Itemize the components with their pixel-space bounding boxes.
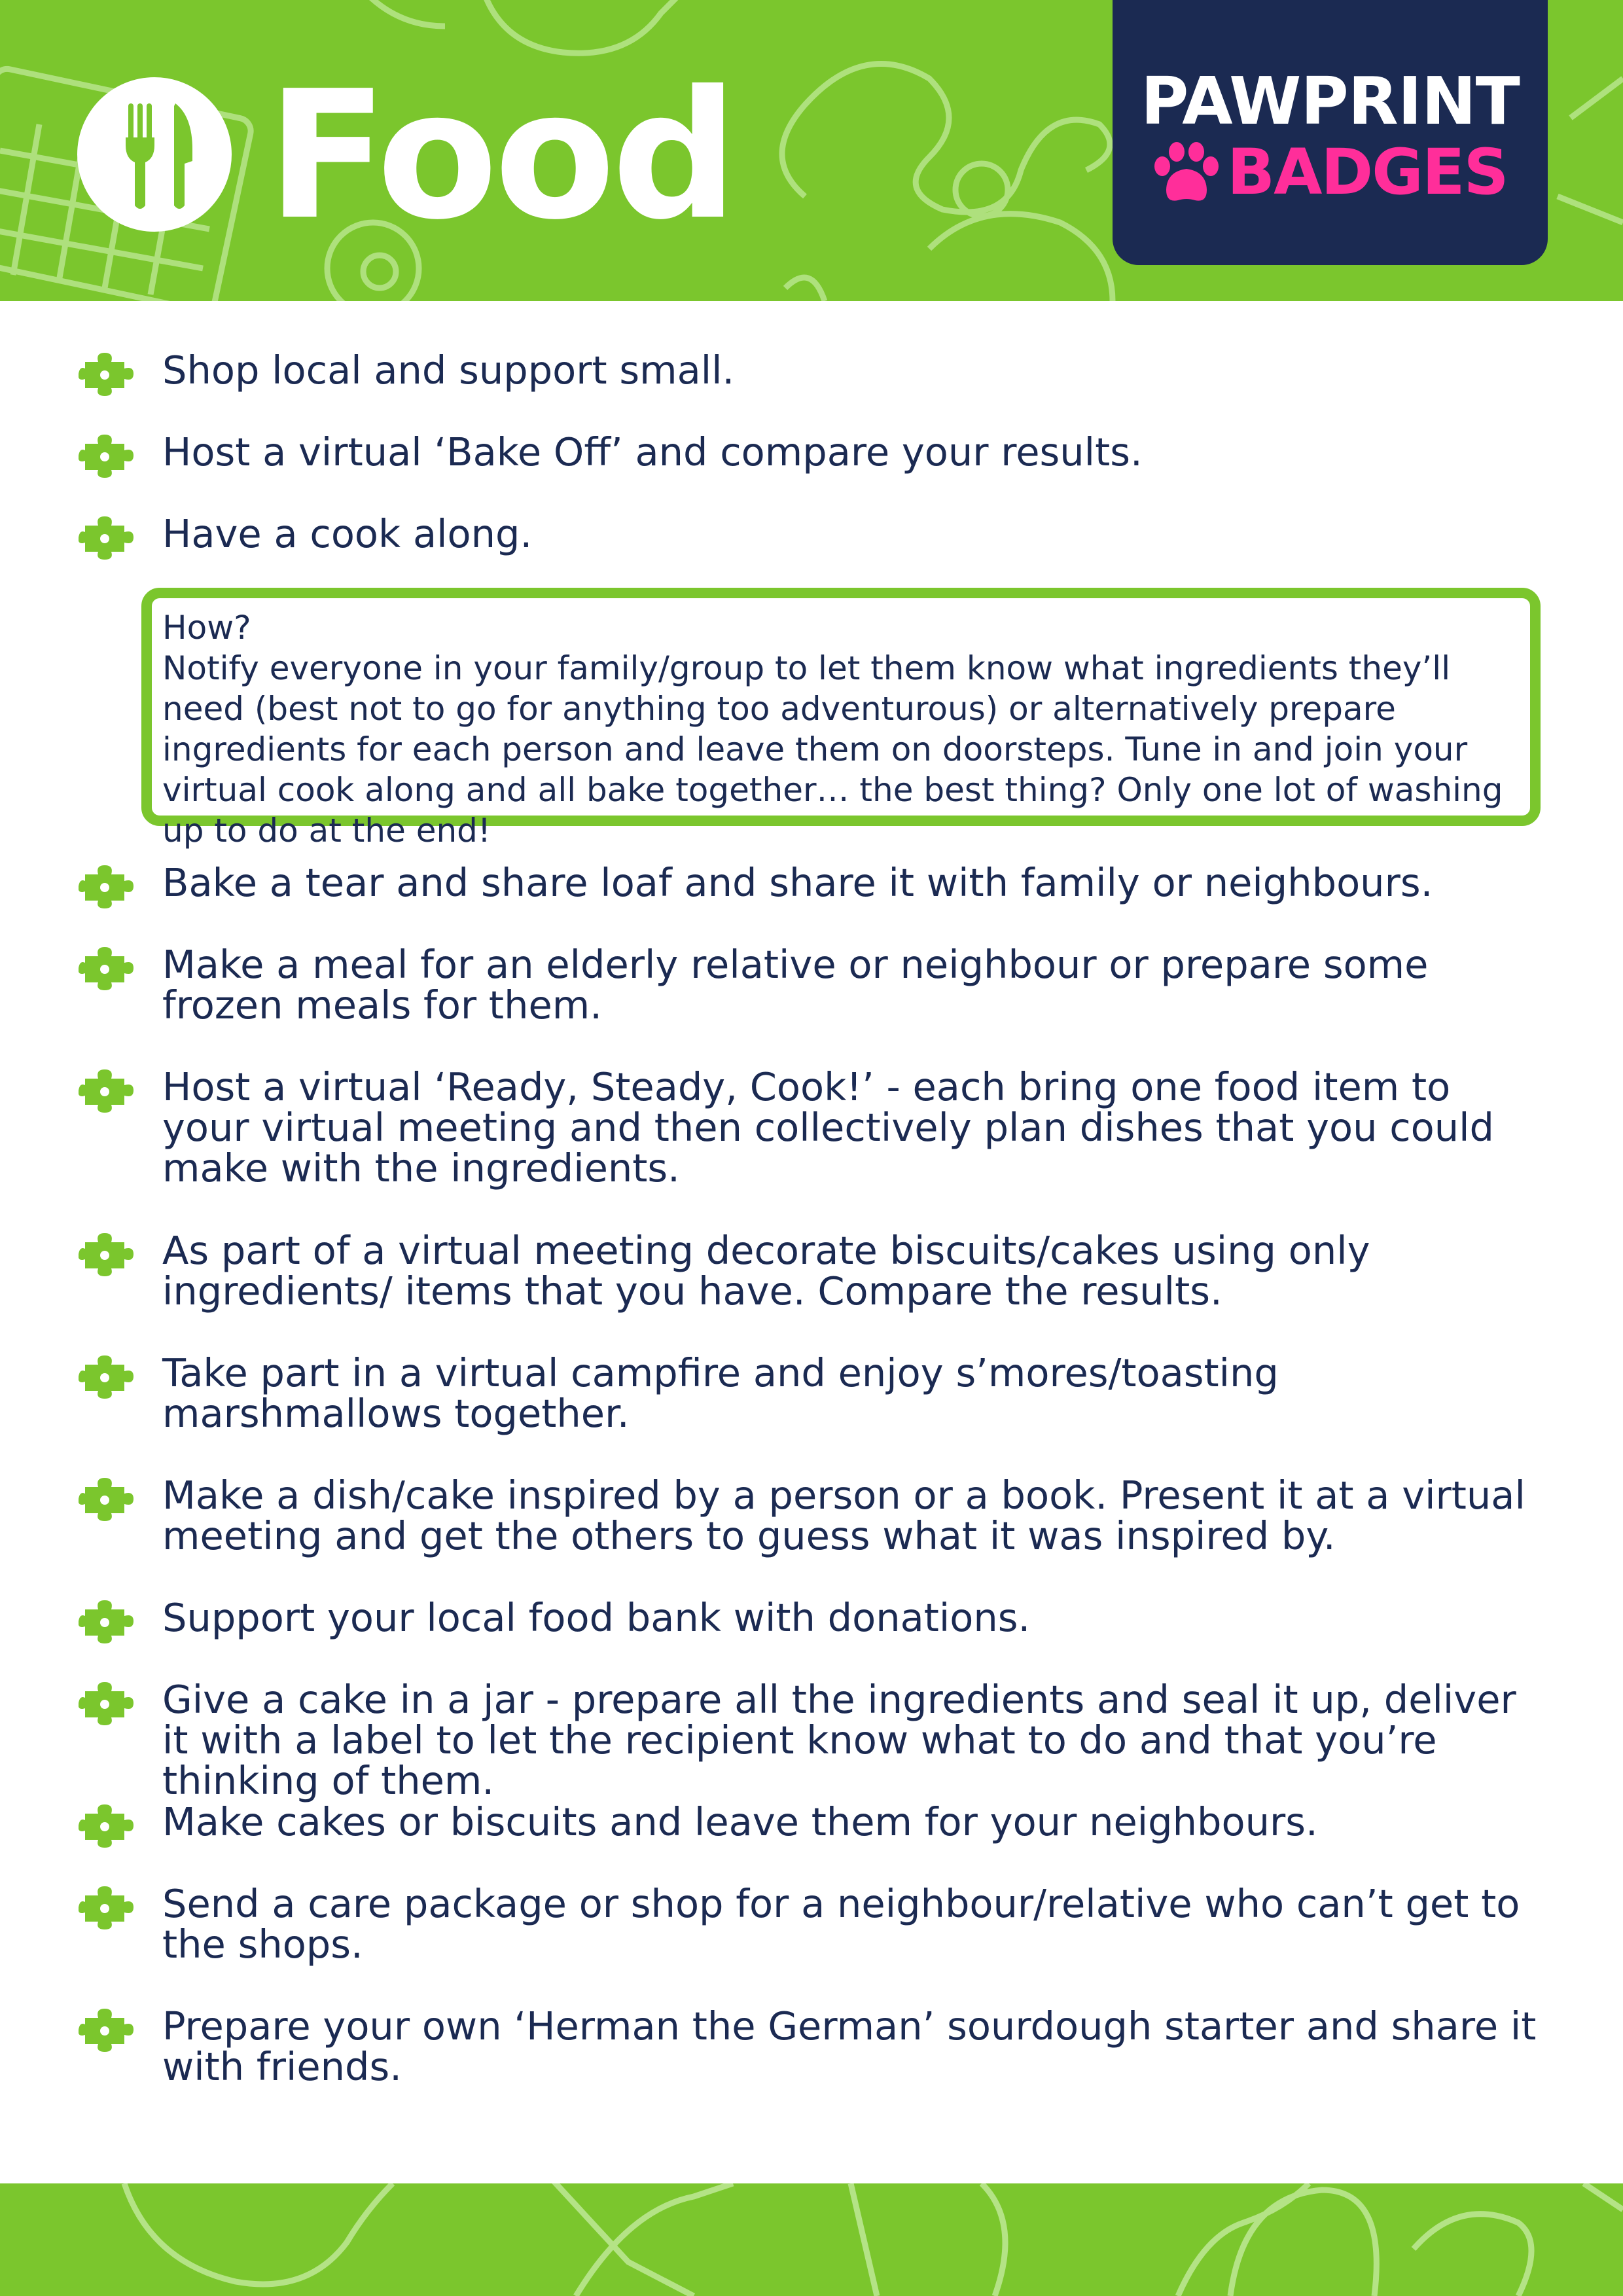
list-item: Support your local food bank with donations. xyxy=(162,1595,1031,1640)
list-item: Give a cake in a jar - prepare all the ingredients and seal it up, deliver it with a label to let the recipient know what to do and that you’re thinking of them. xyxy=(162,1677,1516,1803)
logo-text-pawprint: PAWPRINT xyxy=(1141,63,1520,139)
footer-banner xyxy=(0,2183,1623,2296)
puzzle-piece-icon xyxy=(79,1598,137,1643)
list-item: Take part in a virtual campfire and enjoy s’mores/toasting marshmallows together. xyxy=(162,1350,1279,1436)
pawprint-badges-logo xyxy=(1113,0,1548,265)
list-item: Host a virtual ‘Ready, Steady, Cook!’ - each bring one food item to your virtual meeting and then collectively plan dishes that you could make with the ingredients. xyxy=(162,1064,1495,1191)
list-item: Make a meal for an elderly relative or neighbour or prepare some frozen meals for them. xyxy=(162,942,1429,1028)
list-item: Bake a tear and share loaf and share it with family or neighbours. xyxy=(162,860,1433,905)
list-item: Host a virtual ‘Bake Off’ and compare your results. xyxy=(162,429,1143,475)
how-to-callout xyxy=(162,607,1530,851)
puzzle-piece-icon xyxy=(79,1067,137,1113)
list-item: Shop local and support small. xyxy=(162,348,735,393)
list-item: Prepare your own ‘Herman the German’ sourdough starter and share it with friends. xyxy=(162,2003,1537,2089)
list-item: Have a cook along. xyxy=(162,511,533,556)
how-body: Notify everyone in your family/group to let them know what ingredients they’ll need (best not to go for anything too adventurous) or alternatively prepare ingredients for each person and leave them on doorsteps. Tune in and join your virtual cook along and all bake together… the best thing? Only one lot of washing up to do at the end! xyxy=(162,649,1503,850)
puzzle-piece-icon xyxy=(79,1679,137,1725)
list-item: Make cakes or biscuits and leave them for your neighbours. xyxy=(162,1799,1318,1844)
paw-icon xyxy=(1150,141,1222,207)
logo-text-badges: BADGES xyxy=(1227,135,1508,209)
fork-knife-icon xyxy=(77,77,232,232)
puzzle-piece-icon xyxy=(79,350,137,396)
doodle-background xyxy=(0,2183,1623,2296)
list-item: Make a dish/cake inspired by a person or a book. Present it at a virtual meeting and get the others to guess what it was inspired by. xyxy=(162,1473,1525,1558)
list-item: As part of a virtual meeting decorate biscuits/cakes using only ingredients/ items that you have. Compare the results. xyxy=(162,1228,1370,1314)
how-heading: How? xyxy=(162,609,251,647)
list-item: Send a care package or shop for a neighbour/relative who can’t get to the shops. xyxy=(162,1881,1520,1967)
puzzle-piece-icon xyxy=(79,1230,137,1276)
puzzle-piece-icon xyxy=(79,514,137,560)
puzzle-piece-icon xyxy=(79,1884,137,1929)
puzzle-piece-icon xyxy=(79,1475,137,1521)
puzzle-piece-icon xyxy=(79,944,137,990)
puzzle-piece-icon xyxy=(79,1802,137,1848)
puzzle-piece-icon xyxy=(79,863,137,908)
puzzle-piece-icon xyxy=(79,2006,137,2052)
puzzle-piece-icon xyxy=(79,432,137,478)
page-title: Food xyxy=(267,52,734,259)
header-banner xyxy=(0,0,1623,301)
puzzle-piece-icon xyxy=(79,1353,137,1399)
